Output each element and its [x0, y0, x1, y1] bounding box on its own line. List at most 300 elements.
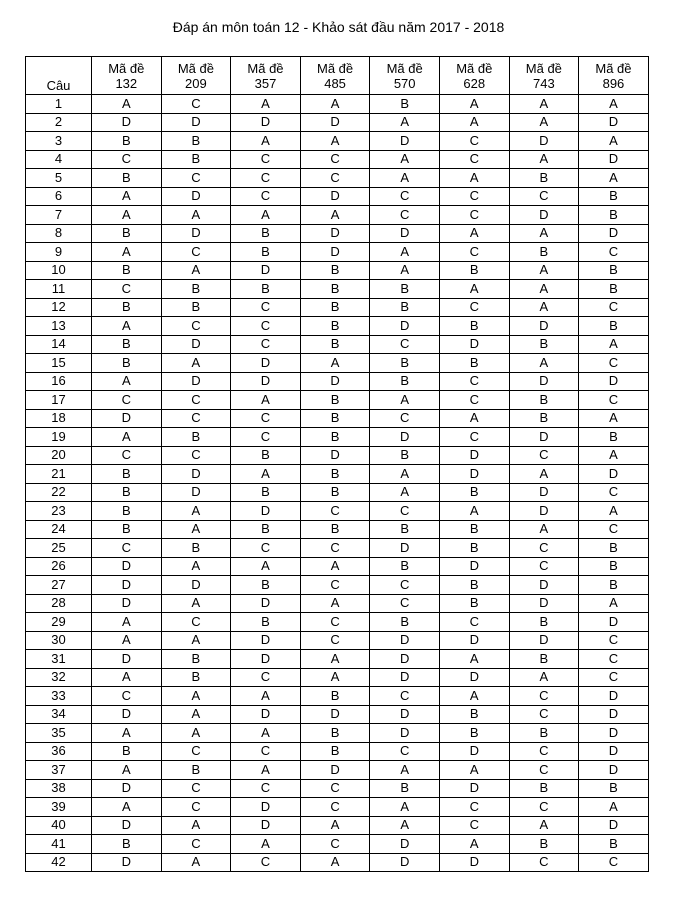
table-row	[26, 835, 649, 854]
table-row	[26, 113, 649, 132]
answer-cell: C	[439, 372, 509, 391]
table-row	[26, 613, 649, 632]
answer-cell: D	[92, 594, 162, 613]
answer-cell: D	[509, 317, 579, 336]
exam-code-label: Mã đề	[386, 60, 423, 76]
answer-cell: A	[300, 354, 370, 373]
answer-cell: A	[509, 465, 579, 484]
answer-cell: B	[579, 539, 649, 558]
answer-cell: C	[92, 539, 162, 558]
question-column-header: Câu	[26, 57, 92, 95]
answer-cell: A	[161, 520, 231, 539]
answer-cell: C	[231, 169, 301, 188]
answer-cell: A	[92, 798, 162, 817]
answer-cell: C	[509, 446, 579, 465]
answer-cell: C	[300, 835, 370, 854]
answer-cell: A	[92, 761, 162, 780]
answer-cell: B	[439, 539, 509, 558]
answer-cell: D	[509, 132, 579, 151]
answer-cell: A	[370, 483, 440, 502]
question-number: 42	[26, 853, 92, 872]
answer-cell: D	[231, 113, 301, 132]
answer-cell: A	[509, 354, 579, 373]
answer-cell: C	[370, 594, 440, 613]
answer-cell: A	[439, 687, 509, 706]
answer-cell: B	[92, 169, 162, 188]
answer-cell: D	[300, 372, 370, 391]
question-number: 17	[26, 391, 92, 410]
answer-cell: A	[231, 687, 301, 706]
question-number: 33	[26, 687, 92, 706]
table-row	[26, 465, 649, 484]
answer-cell: A	[579, 95, 649, 114]
answer-cell: D	[370, 539, 440, 558]
question-number: 3	[26, 132, 92, 151]
question-number: 36	[26, 742, 92, 761]
answer-cell: A	[439, 650, 509, 669]
answer-cell: D	[509, 206, 579, 225]
answer-cell: D	[370, 132, 440, 151]
table-row	[26, 224, 649, 243]
answer-cell: A	[439, 409, 509, 428]
answer-cell: D	[439, 742, 509, 761]
answer-cell: C	[579, 853, 649, 872]
table-row	[26, 317, 649, 336]
table-row	[26, 539, 649, 558]
answer-cell: D	[231, 798, 301, 817]
exam-code-number: 132	[115, 75, 138, 91]
exam-code-header	[231, 57, 301, 95]
answer-cell: B	[92, 483, 162, 502]
answer-cell: D	[161, 372, 231, 391]
answer-cell: C	[161, 798, 231, 817]
answer-cell: D	[579, 705, 649, 724]
question-number: 26	[26, 557, 92, 576]
answer-cell: D	[509, 631, 579, 650]
question-number: 32	[26, 668, 92, 687]
answer-cell: B	[370, 95, 440, 114]
answer-cell: A	[231, 835, 301, 854]
answer-cell: C	[370, 687, 440, 706]
answer-cell: B	[161, 668, 231, 687]
answer-cell: B	[300, 335, 370, 354]
answer-cell: A	[92, 187, 162, 206]
answer-cell: A	[161, 206, 231, 225]
answer-cell: B	[439, 705, 509, 724]
question-number: 24	[26, 520, 92, 539]
question-number: 40	[26, 816, 92, 835]
table-row	[26, 742, 649, 761]
answer-cell: A	[161, 853, 231, 872]
question-number: 15	[26, 354, 92, 373]
answer-cell: B	[370, 354, 440, 373]
answer-cell: B	[300, 391, 370, 410]
answer-cell: A	[161, 261, 231, 280]
table-row	[26, 132, 649, 151]
answer-cell: B	[509, 335, 579, 354]
answer-cell: C	[92, 280, 162, 299]
answer-cell: C	[231, 409, 301, 428]
answer-cell: A	[439, 169, 509, 188]
answer-cell: B	[161, 280, 231, 299]
answer-cell: D	[92, 650, 162, 669]
table-row	[26, 576, 649, 595]
answer-cell: D	[231, 502, 301, 521]
answer-cell: B	[370, 280, 440, 299]
answer-cell: A	[161, 724, 231, 743]
answer-cell: A	[579, 502, 649, 521]
answer-cell: C	[579, 391, 649, 410]
answer-cell: B	[231, 446, 301, 465]
answer-table-body	[26, 95, 649, 872]
table-row	[26, 687, 649, 706]
exam-code-header	[161, 57, 231, 95]
answer-cell: A	[92, 724, 162, 743]
answer-cell: C	[439, 132, 509, 151]
answer-cell: D	[370, 650, 440, 669]
answer-cell: A	[161, 502, 231, 521]
table-row	[26, 779, 649, 798]
table-row	[26, 187, 649, 206]
answer-cell: A	[579, 594, 649, 613]
answer-cell: D	[439, 631, 509, 650]
answer-cell: D	[579, 224, 649, 243]
answer-cell: B	[161, 150, 231, 169]
table-row	[26, 243, 649, 262]
answer-cell: D	[300, 224, 370, 243]
question-number: 21	[26, 465, 92, 484]
answer-cell: B	[439, 520, 509, 539]
table-row	[26, 409, 649, 428]
question-number: 39	[26, 798, 92, 817]
answer-cell: C	[92, 150, 162, 169]
answer-cell: C	[161, 169, 231, 188]
answer-cell: C	[370, 502, 440, 521]
exam-code-label: Mã đề	[247, 60, 284, 76]
answer-cell: B	[231, 483, 301, 502]
answer-cell: B	[300, 465, 370, 484]
answer-cell: B	[161, 298, 231, 317]
answer-cell: B	[509, 243, 579, 262]
answer-cell: A	[579, 169, 649, 188]
answer-cell: C	[161, 95, 231, 114]
answer-cell: B	[579, 280, 649, 299]
answer-cell: C	[231, 742, 301, 761]
answer-cell: B	[92, 261, 162, 280]
answer-cell: C	[439, 428, 509, 447]
table-row	[26, 594, 649, 613]
table-row	[26, 853, 649, 872]
answer-cell: A	[370, 150, 440, 169]
table-row	[26, 724, 649, 743]
answer-cell: B	[231, 280, 301, 299]
answer-cell: C	[300, 779, 370, 798]
answer-cell: A	[439, 95, 509, 114]
table-row	[26, 483, 649, 502]
answer-cell: C	[231, 539, 301, 558]
answer-cell: D	[161, 576, 231, 595]
answer-cell: A	[161, 354, 231, 373]
answer-cell: A	[231, 206, 301, 225]
table-row	[26, 520, 649, 539]
question-number: 27	[26, 576, 92, 595]
answer-cell: C	[509, 798, 579, 817]
answer-cell: A	[300, 853, 370, 872]
answer-cell: B	[579, 317, 649, 336]
answer-cell: C	[509, 687, 579, 706]
table-row	[26, 668, 649, 687]
answer-cell: A	[370, 761, 440, 780]
answer-cell: A	[370, 391, 440, 410]
answer-cell: B	[509, 650, 579, 669]
answer-cell: C	[161, 613, 231, 632]
answer-cell: B	[300, 280, 370, 299]
answer-cell: A	[231, 465, 301, 484]
answer-cell: C	[370, 187, 440, 206]
answer-cell: B	[579, 576, 649, 595]
question-number: 10	[26, 261, 92, 280]
answer-cell: A	[92, 428, 162, 447]
exam-code-header	[509, 57, 579, 95]
answer-cell: A	[509, 298, 579, 317]
answer-cell: A	[92, 372, 162, 391]
answer-cell: A	[300, 650, 370, 669]
answer-cell: D	[509, 428, 579, 447]
question-number: 41	[26, 835, 92, 854]
answer-cell: D	[579, 724, 649, 743]
answer-cell: D	[509, 502, 579, 521]
table-row	[26, 391, 649, 410]
answer-cell: D	[92, 557, 162, 576]
answer-cell: C	[92, 391, 162, 410]
answer-cell: C	[231, 668, 301, 687]
answer-cell: D	[161, 483, 231, 502]
answer-cell: A	[231, 95, 301, 114]
question-number: 28	[26, 594, 92, 613]
question-number: 34	[26, 705, 92, 724]
answer-cell: C	[370, 576, 440, 595]
question-number: 38	[26, 779, 92, 798]
answer-cell: D	[231, 372, 301, 391]
answer-cell: C	[370, 409, 440, 428]
answer-cell: D	[439, 465, 509, 484]
answer-cell: D	[370, 317, 440, 336]
answer-cell: C	[161, 317, 231, 336]
table-row	[26, 261, 649, 280]
answer-cell: C	[509, 705, 579, 724]
answer-cell: A	[92, 317, 162, 336]
answer-cell: C	[231, 317, 301, 336]
answer-cell: C	[231, 428, 301, 447]
answer-cell: A	[509, 113, 579, 132]
answer-cell: B	[509, 835, 579, 854]
answer-cell: B	[509, 613, 579, 632]
answer-cell: D	[370, 853, 440, 872]
answer-cell: D	[370, 668, 440, 687]
table-row	[26, 705, 649, 724]
answer-cell: C	[231, 779, 301, 798]
table-row	[26, 169, 649, 188]
answer-cell: C	[231, 335, 301, 354]
answer-cell: C	[300, 631, 370, 650]
answer-cell: A	[300, 816, 370, 835]
question-number: 9	[26, 243, 92, 262]
answer-cell: B	[370, 446, 440, 465]
answer-cell: A	[92, 95, 162, 114]
exam-code-header	[579, 57, 649, 95]
answer-cell: B	[509, 169, 579, 188]
answer-cell: A	[161, 594, 231, 613]
answer-cell: C	[439, 298, 509, 317]
answer-cell: B	[370, 613, 440, 632]
answer-cell: B	[579, 206, 649, 225]
answer-cell: B	[92, 224, 162, 243]
answer-cell: B	[439, 724, 509, 743]
answer-cell: D	[92, 853, 162, 872]
answer-cell: C	[161, 835, 231, 854]
answer-cell: A	[439, 835, 509, 854]
answer-cell: A	[579, 446, 649, 465]
answer-cell: C	[509, 539, 579, 558]
answer-cell: D	[439, 853, 509, 872]
answer-cell: B	[92, 354, 162, 373]
question-number: 12	[26, 298, 92, 317]
answer-cell: B	[300, 298, 370, 317]
answer-cell: B	[161, 539, 231, 558]
answer-cell: C	[161, 779, 231, 798]
answer-cell: B	[300, 428, 370, 447]
answer-cell: D	[231, 816, 301, 835]
table-row	[26, 761, 649, 780]
table-row	[26, 298, 649, 317]
answer-cell: D	[579, 465, 649, 484]
answer-cell: C	[161, 409, 231, 428]
answer-cell: C	[579, 631, 649, 650]
answer-cell: A	[370, 816, 440, 835]
question-number: 31	[26, 650, 92, 669]
answer-cell: A	[509, 280, 579, 299]
answer-table	[25, 56, 649, 872]
answer-cell: A	[92, 613, 162, 632]
answer-cell: A	[92, 668, 162, 687]
answer-cell: D	[300, 761, 370, 780]
answer-cell: D	[370, 224, 440, 243]
answer-cell: A	[579, 409, 649, 428]
answer-cell: D	[300, 243, 370, 262]
answer-cell: C	[439, 391, 509, 410]
question-number: 8	[26, 224, 92, 243]
answer-cell: A	[370, 465, 440, 484]
answer-cell: D	[370, 835, 440, 854]
exam-code-header	[439, 57, 509, 95]
answer-cell: B	[579, 428, 649, 447]
answer-cell: A	[509, 816, 579, 835]
answer-cell: B	[161, 761, 231, 780]
answer-cell: B	[300, 520, 370, 539]
exam-code-label: Mã đề	[456, 60, 493, 76]
answer-cell: C	[161, 391, 231, 410]
answer-cell: D	[231, 261, 301, 280]
answer-cell: B	[579, 261, 649, 280]
answer-cell: D	[370, 631, 440, 650]
question-number: 1	[26, 95, 92, 114]
answer-cell: D	[231, 354, 301, 373]
answer-cell: C	[300, 539, 370, 558]
answer-cell: C	[439, 613, 509, 632]
answer-cell: C	[579, 668, 649, 687]
answer-cell: C	[370, 335, 440, 354]
exam-code-label: Mã đề	[595, 60, 632, 76]
answer-cell: D	[579, 742, 649, 761]
answer-cell: A	[579, 132, 649, 151]
question-number: 29	[26, 613, 92, 632]
exam-code-label: Mã đề	[108, 60, 145, 76]
question-number: 2	[26, 113, 92, 132]
answer-cell: D	[509, 372, 579, 391]
answer-cell: B	[370, 298, 440, 317]
answer-cell: A	[300, 132, 370, 151]
answer-cell: A	[370, 169, 440, 188]
answer-cell: A	[161, 557, 231, 576]
answer-cell: B	[439, 483, 509, 502]
answer-cell: A	[300, 206, 370, 225]
question-number: 7	[26, 206, 92, 225]
answer-cell: B	[579, 187, 649, 206]
exam-code-label: Mã đề	[177, 60, 214, 76]
answer-cell: A	[300, 95, 370, 114]
table-row	[26, 502, 649, 521]
answer-cell: C	[579, 298, 649, 317]
table-row	[26, 557, 649, 576]
answer-cell: B	[300, 687, 370, 706]
answer-cell: A	[439, 113, 509, 132]
answer-cell: C	[579, 243, 649, 262]
answer-cell: D	[300, 187, 370, 206]
table-row	[26, 631, 649, 650]
page-title: Đáp án môn toán 12 - Khảo sát đầu năm 2017 - 2018	[172, 19, 505, 35]
question-number: 22	[26, 483, 92, 502]
answer-cell: C	[300, 502, 370, 521]
answer-cell: D	[509, 594, 579, 613]
answer-cell: A	[439, 761, 509, 780]
question-number: 6	[26, 187, 92, 206]
answer-cell: B	[439, 594, 509, 613]
answer-cell: B	[231, 243, 301, 262]
answer-cell: A	[92, 631, 162, 650]
answer-cell: A	[92, 243, 162, 262]
question-number: 16	[26, 372, 92, 391]
answer-cell: D	[231, 705, 301, 724]
answer-cell: A	[161, 816, 231, 835]
answer-cell: B	[300, 317, 370, 336]
answer-cell: C	[370, 206, 440, 225]
table-row	[26, 798, 649, 817]
question-number: 20	[26, 446, 92, 465]
answer-cell: C	[579, 483, 649, 502]
table-row	[26, 206, 649, 225]
exam-code-number: 896	[602, 75, 625, 91]
answer-cell: D	[370, 428, 440, 447]
answer-table-header	[26, 57, 649, 95]
answer-cell: C	[300, 150, 370, 169]
answer-cell: B	[92, 335, 162, 354]
answer-cell: C	[370, 742, 440, 761]
answer-cell: D	[579, 372, 649, 391]
answer-cell: A	[300, 668, 370, 687]
answer-cell: B	[231, 576, 301, 595]
table-row	[26, 372, 649, 391]
question-number: 5	[26, 169, 92, 188]
